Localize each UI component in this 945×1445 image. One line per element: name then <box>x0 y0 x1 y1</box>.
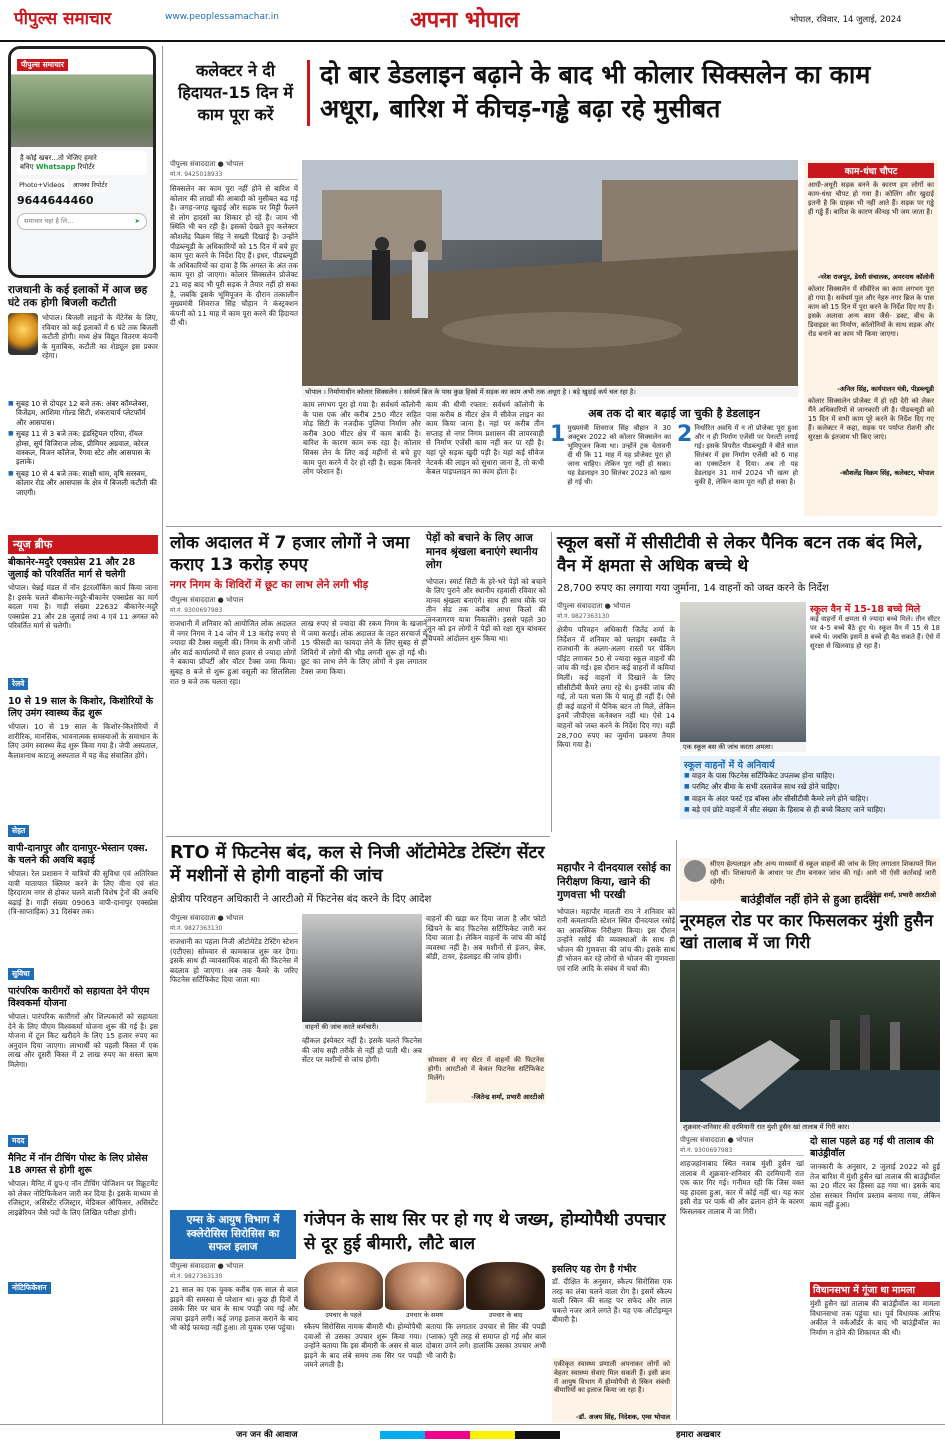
lead-byline: पीपुल्स संवाददाता ● भोपाल मो.नं. 9425018933 <box>170 160 298 180</box>
deadline-body-1: मुख्यमंत्री शिवराज सिंह चौहान ने 30 अक्टूबर 2022 को कोलार सिक्सलेन का भूमिपूजन किया था। उन्होंने ट्रक चेतावनी दी थी कि 11 माह में यह प्रोजेक्ट पूरा हो जाना चाहिए। लेकिन पूरा नहीं हो सका। यह डेडलाइन 30 सितंबर 2023 को खत्म हो गई थी। <box>567 424 671 486</box>
ad-brand: पीपुल्स समाचार <box>17 59 68 71</box>
homeo-col-4 <box>552 1262 672 1423</box>
tag-health: सेहत <box>8 825 29 837</box>
ad-line2: बनिए <box>20 163 34 171</box>
school-body: क्षेत्रीय परिवहन अधिकारी जितेंद्र शर्मा के निर्देशन में शनिवार को फ्लाइंग स्क्वॉड ने राजधानी के अलग-अलग रास्तों पर चेकिंग पॉइंट लगाकर 50 से ज्यादा स्कूल वाहनों की जांच की गई। इस दौरान कई वाहनों में कमियां मिलीं। कई वाहनों में दिखाने के लिए सीसीटीवी कैमरे लगा रहे थे। इनकी जांच की गई, तो पता चला कि ये चालू ही नहीं हैं। ऐसे ही कई वाहनों में पैनिक बटन तो मिले, लेकिन इनमें जीपीएस कनेक्शन नहीं था। ऐसे 14 वाहनों को जब्त करने के निर्देश दिए गए। वहीं 28,700 रुपए का जुर्माना प्रकरण तैयार किया गया है। <box>557 625 675 750</box>
ad-message-input[interactable] <box>17 213 147 230</box>
lead-photo-caption: भोपाल । निर्माणाधीन कोलार सिक्सलेन । सर्वधर्म ब्रिज के पास कुछ हिस्से में सड़क का काम अभी तक अधूरा है । बड़े खुदाई कर्य चल रहा है। <box>302 387 798 397</box>
homeo-why-title: इसलिए यह रोग है गंभीर <box>552 1264 637 1275</box>
school-quote-body: सीएम हेल्पलाइन और अन्य माध्यमों से स्कूल वाहनों की जांच के लिए लगातार शिकायतें मिल रही थीं। शिकायतों के आधार पर टीम बनाकर जांच की गई। आगे भी ऐसी कार्रवाई जारी रहेगी। <box>710 860 936 886</box>
rto-byline: पीपुल्स संवाददाता ● भोपाल मो.नं. 9827363130 <box>170 914 298 934</box>
accident-box-body: जानकारी के अनुसार, 2 जुलाई 2022 को हुई तेज बारिश में मुंशी हुसैन खां तालाब की बाउंड्रीवॉल का 20 मीटर का हिस्सा ढह गया था। इसके बाद ठोस सरकार निर्माण प्रस्ताव बनाया गया, लेकिन काम नहीं हुआ। <box>810 1162 940 1210</box>
quote1-name: -नरेश राजपूत, डेयरी संचालक, अमरनाथ कॉलोनी <box>817 273 934 281</box>
section-divider <box>166 526 942 527</box>
right-quotes-sidebar <box>804 160 938 516</box>
left-column <box>8 284 158 1294</box>
trees-story <box>426 532 546 809</box>
power-body: भोपाल। बिजली लाइनों के मेंटेनेंस के लिए, रविवार को कई इलाकों में 6 घंटे तक बिजली कटौती होगी। मध्य क्षेत्र विद्युत वितरण कंपनी के मुताबिक, कटौती का शेड्यूल इस प्रकार रहेगा। <box>42 313 158 361</box>
rto-quote-body: सोमवार से नए सेंटर में वाहनों की फिटनेस होगी। आरटीओ में केवल फिटनेस सर्टिफिकेट मिलेंगे। <box>428 1056 544 1082</box>
homeo-quote-body: एकीकृत स्वास्थ्य प्रणाली अपनाकर लोगों को बेहतर स्वास्थ्य सेवाएं मिल सकती हैं। इसी क्रम में आयुष विभाग में होम्योपैथी से स्किन संबंधी बीमारियों का इलाज किया जा रहा है। <box>554 1360 670 1395</box>
trees-headline: पेड़ों को बचाने के लिए आज मानव श्रृंखला बनाएंगे स्थानीय लोग <box>426 532 538 571</box>
deadline-number-2: 2 <box>677 422 693 447</box>
must-title: स्कूल वाहनों में ये अनिवार्य <box>684 760 775 771</box>
lokadalat-mobile: मो.नं. 9300697983 <box>170 607 223 614</box>
column-divider <box>676 840 677 1420</box>
brief5-headline: मैनिट में नॉन टीचिंग पोस्ट के लिए प्रोसेस 18 अगस्त से होगी शुरू <box>8 1153 148 1176</box>
homeo-body-2: स्कैल्प सिरोसिस नामक बीमारी थी। होम्योपैथी दवाओं से उसका उपचार शुरू किया गया। उन्होंने बताया कि इस बीमारी के असर से बाल झड़ने के बाद लंबे समय तक सिर पर पपड़ी जमने लगती है। <box>304 1322 422 1370</box>
stage-label: उपचार के बाद <box>488 1311 523 1319</box>
rto-body-1: राजधानी का पहला निजी ऑटोमेटेड टेस्टिंग स्टेशन (एटीएस) सोमवार से कामकाज शुरू कर देगा। इसके साथ ही व्यावसायिक वाहनों की फिटनेस में बदलाव हो जाएगा। अब तक कैमरे के जरिए फिटनेस सर्टिफिकेट दिया जाता था। <box>170 937 298 985</box>
brief4-headline: पारंपरिक कारीगरों को सहायता देने पीएम विश्वकर्मा योजना <box>8 986 150 1009</box>
brief3-body: भोपाल। रेल प्रशासन ने यात्रियों की सुविधा एवं अतिरिक्त यात्री यातायात क्लियर करने के लिए वीना एवं संत हिरदाराम नगर से होकर चलने वाली विशेष ट्रेनों की अवधि बढ़ाई है। गाड़ी संख्या 09063 वापी-दानापुर एक्सप्रेस (त्रि-साप्ताहिक) 31 दिसंबर तक। <box>8 869 158 917</box>
deadline-box <box>550 406 798 516</box>
homeo-mobile: मो.नं. 9827363130 <box>170 1273 223 1280</box>
quote2-body: कोलार सिक्सलेन में सीवीरेज का काम लगभग पूरा हो गया है। सर्वधर्म पुल और नेहरु नगर ब्रिज के पास काम को 15 दिन में पूरा करने के निर्देश दिए गए हैं। इसके अलावा अन्य काम जैसे- डक्ट, बीच के डिवाइडर का निर्माण, कॉलोनियों के साथ सड़क और रोड बनाने का काम भी किया जाएगा। <box>808 285 934 338</box>
rto-col-1 <box>170 914 298 1229</box>
homeo-photos <box>304 1262 546 1319</box>
must-item: ■ परमिट और बीमा के सभी दस्तावेज साथ रखे होने चाहिए। <box>684 782 936 791</box>
homeo-stage <box>304 1262 383 1319</box>
must-list <box>684 771 936 815</box>
accident-byline: पीपुल्स संवाददाता ● भोपाल मो.नं. 9300697983 <box>680 1136 804 1156</box>
rto-photo <box>302 914 422 1022</box>
lead-mobile: मो.नं. 9425018933 <box>170 171 223 178</box>
rto-body-3: वाहनों की खड़ा कर दिया जाता है और फोटो खिंचने के बाद फिटनेस सर्टिफिकेट जारी कर दिया जाता है। लेकिन वाहनों के जांच की कोई व्यवस्था नहीं है। अब मशीनों से इंजन, ब्रेक, बॉडी, टायर, हेडलाइट की जांच होगी। <box>426 914 546 962</box>
homeo-kicker: एम्स के आयुष विभाग में स्क्लेरोसिस सिरोसिस का सफल इलाज <box>170 1210 296 1259</box>
mahapaur-story <box>557 862 675 1197</box>
lead-body-1: सिक्सलेन का काम पूरा नहीं होने से बारिश में कोलार की लाखों की आबादी को मुसीबत बढ़ गई है। जगह-जगह खुदाई और सड़क पर मिट्टी फैलने से लोग हादसों का शिकार हो रहे हैं। जाम भी स्थिति भी बन रही है। इसको देखते हुए कलेक्टर कौशलेंद्र विक्रम सिंह ने सख्ती दिखाई है। उन्होंने पीडब्ल्यूडी के अधिकारियों को 15 दिन में बचे हुए काम पूरा करने के निर्देश दिए हैं। इधर, पीडब्ल्यूडी के अधिकारियों का दावा है कि अगस्त के अंत तक काम पूरा हो जाएगा। कोलार सिक्सलेन प्रोजेक्ट 21 माह बाद भी पूरी सड़क ने तैयार नहीं हो सका है, जबकि इसके भूमिपूजन के दौरान तत्कालीन मुख्यमंत्री शिवराज सिंह चौहान ने कंस्ट्रक्शन कंपनी को 11 माह में काम पूरा करने की हिदायत दी थी। <box>170 184 298 328</box>
accident-story <box>680 892 940 954</box>
school-must-box <box>680 756 940 819</box>
homeo-why-body: डॉ. दीक्षित के अनुसार, स्कैल्प सिरोसिस एक तरह का लंबा चलने वाला रोग है। इसमें स्कैल्प वाली स्किन की सतह पर सफेद और लाल चकत्ते नजर आने लगते हैं। यह एक ऑटोइम्यून बीमारी है। <box>552 1277 672 1325</box>
scalp-after-image <box>466 1262 545 1310</box>
lead-body-2-wrap <box>303 400 421 516</box>
lead-byline-block <box>170 160 298 512</box>
school-photo <box>680 602 806 742</box>
school-mobile: मो.नं. 9827363130 <box>557 613 610 620</box>
accident-photo-caption: शुक्रवार-शनिवार की दरमियानी रात मुंशी हुसैन खां तालाब में गिरी कार। <box>680 1122 940 1132</box>
brief5-body: भोपाल। मैनिट में ग्रुप-ए नॉन टीचिंग पोजिशन पर रिक्रूटमेंट को लेकर नोटिफिकेशन जारी कर दिया है। इसके माध्यम से रजिस्ट्रार, असिस्टेंट रजिस्ट्रार, मेडिकल ऑफिसर, असिस्टेंट लाइब्रेरियन जैसे पदों के लिए लिखित परीक्षा होगी। <box>8 1179 158 1217</box>
avatar <box>684 860 706 882</box>
column-divider <box>162 46 163 1426</box>
homeo-col-2 <box>304 1322 422 1414</box>
lokadalat-story <box>170 532 430 825</box>
mahapaur-headline: महापौर ने दीनदयाल रसोई का निरीक्षण किया, खाने की गुणवत्ता भी परखी <box>557 862 671 901</box>
rto-col-2 <box>302 1036 422 1206</box>
school-story <box>557 532 940 598</box>
brief3-headline: वापी-दानापुर और दानापुर-भेस्तान एक्स. के चलने की अवधि बढ़ाई <box>8 843 148 866</box>
rto-photo-caption: वाहनों की जांच करते कर्मचारी। <box>302 1022 422 1032</box>
homeo-byline: पीपुल्स संवाददाता ● भोपाल मो.नं. 9827363130 <box>170 1262 298 1282</box>
trees-body: भोपाल। स्मार्ट सिटी के हरे-भरे पेड़ों को बचाने के लिए पुराने और स्थानीय रहवासी रविवार को मानव श्रृंखला बनाएंगे। साथ ही साथ मौके पर तीन सेड तक करीब आधा किलो की जनजागरण यात्रा निकालेंगे। इससे पहले 30 जून को इन लोगों ने पेड़ों को रक्षा सूत्र बांधकर चिपको आंदोलन शुरू किया था। <box>426 576 546 644</box>
lokadalat-byline: पीपुल्स संवाददाता ● भोपाल मो.नं. 9300697983 <box>170 596 430 616</box>
bulb-icon <box>8 313 38 355</box>
homeo-quote-name: -डॉ. अजय सिंह, निदेशक, एम्स भोपाल <box>576 1413 670 1421</box>
section-divider <box>166 836 550 837</box>
power-headline: राजधानी के कई इलाकों में आज छह घंटे तक होगी बिजली कटौती <box>8 284 148 309</box>
ad-input-text: समाचार यहां है लि... <box>24 217 74 225</box>
lead-kicker: कलेक्टर ने दी हिदायत-15 दिन में काम पूरा करें <box>170 60 310 126</box>
lokadalat-body-1: राजधानी में शनिवार को आयोजित लोक अदालत में नगर निगम ने 14 जोन में 13 करोड़ रुपए से ज्यादा की टैक्स वसूली की। निगम के सभी जोनों और वार्ड कार्यालयों में सात हजार से ज्यादा लोगों ने बकाया प्रॉपर्टी और वॉटर टैक्स जमा किया। सुबह 8 बजे से शुरू हुआ वसूली का सिलसिला रात 9 बजे तक चलता रहा। <box>170 619 296 686</box>
school-quote-name: -जितेन्द्र शर्मा, प्रभारी आरटीओ <box>863 891 936 899</box>
homeo-quote <box>552 1358 672 1423</box>
footer <box>0 1424 945 1445</box>
quote3-name: -कौशलेंद्र विक्रम सिंह, कलेक्टर, भोपाल <box>839 469 934 477</box>
accident-kicker: बाउंड्रीवॉल नहीं होने से हुआ हादसा <box>740 893 880 906</box>
tag-rail: रेलवे <box>8 678 28 690</box>
brief2-body: भोपाल। 10 से 19 साल के किशोर-किशोरियों में शारीरिक, मानसिक, भावनात्मक समस्याओं के समाधान के लिए उमंग स्वास्थ्य केंद्र शुरू किया गया है। जेपी अस्पताल, कैलाशनाथ काटजू अस्पताल में यह केंद्र संचालित होंगे। <box>8 722 158 760</box>
homeo-body-3: बताया कि लगातार उपचार से सिर की पपड़ी (प्लाक) पूरी तरह से समाप्त हो गई और बाल दोबारा उगने लगे। हालांकि उसका उपचार अभी भी जारी है। <box>426 1322 546 1360</box>
accident-body: शाहजहांनाबाद स्थित नवाब मुंशी हुसैन खां तालाब में शुक्रवार-शनिवार की दरमियानी रात एक कार गिर गई। गनीमत रही कि जिस वक्त यह हादसा हुआ, कार में कोई नहीं था। यह कार इसी रोड पर पार्क थी और ढलान होने के कारण फिसलकर तालाब में जा गिरी। <box>680 1159 804 1216</box>
scalp-before-image <box>304 1262 383 1310</box>
ad-whatsapp: Whatsapp <box>35 163 76 171</box>
brief2-headline: 10 से 19 साल के किशोर, किशोरियों के लिए उमंग स्वास्थ्य केंद्र शुरू <box>8 696 154 719</box>
lead-headline: दो बार डेडलाइन बढ़ाने के बाद भी कोलार सिक्सलेन का काम अधूरा, बारिश में कीचड़-गड्ढे बढ़ा रहे मुसीबत <box>320 60 871 123</box>
lead-body-3-wrap <box>426 400 544 516</box>
quote1-body: आधी-अधूरी सड़क बनने के कारण हम लोगों का काम-धंधा चौपट हो गया है। कोलिंग और खुदाई इतनी है कि ग्राहक भी नहीं आते हैं। सड़क पर गड्ढे ही गड्ढे हैं। बारिश के कारण कीचड़ भी जम जाता है। <box>808 181 934 216</box>
school-byline-wrap <box>557 602 675 853</box>
power-item: ■ सुबह 10 से 4 बजे तक: साक्षी धाम, वृषि सरस्वम, कोलार रोड और आसपास के क्षेत्र में बिजली कटौती की जाएगी। <box>8 469 158 497</box>
footer-left-tagline: जन जन की आवाज <box>236 1430 298 1440</box>
paper-logo: पीपुल्स समाचार <box>14 9 112 29</box>
school-van-box <box>810 602 940 749</box>
must-item: ■ वाहन के पास फिटनेस सर्टिफिकेट उपलब्ध होना चाहिए। <box>684 771 936 780</box>
rto-quote-name: -जितेन्द्र शर्मा, प्रभारी आरटीओ <box>471 1093 544 1101</box>
accident-col-1 <box>680 1136 804 1417</box>
lokadalat-headline: लोक अदालत में 7 हजार लोगों ने जमा कराए 13 करोड़ रुपए <box>170 533 410 575</box>
homeo-col-3 <box>426 1322 546 1414</box>
brief4-body: भोपाल। पारंपरिक कारीगरों और शिल्पकारों को सहायता देने के लिए पीएम विश्वकर्मा योजना शुरू की गई है। इस योजना में टूल किट खरीदने के लिए 15 हजार रुपए का अनुदान दिया जाएगा। लाभार्थी को पहली किस्त में एक लाख और दूसरी किस्त में 2 लाख रुपए का सस्ता ऋण मिलेगा। <box>8 1012 158 1069</box>
must-item: ■ बड़े एवं छोटे वाहनों में सीट संख्या के हिसाब से ही बच्चे बिठाए जाने चाहिए। <box>684 805 936 814</box>
deadline-body-2: निर्धारित अवधि में न तो प्रोजेक्ट पूरा हुआ और न ही निर्माण एजेंसी पर पेनल्टी लगाई गई। इसके विपरीत पीडब्ल्यूडी ने बीते साल सितंबर में इस निर्माण एजेंसी को 6 माह का एक्सटेंशन दे दिया। अब तो यह डेडलाइन 31 मार्च 2024 भी खत्म हो चुकी है, लेकिन काम पूरा नहीं हो सका है। <box>694 424 798 486</box>
column-divider <box>551 532 552 832</box>
ad-reporter-label: आपका रिपोर्टर <box>71 179 110 192</box>
ad-media-label: Photo+Videos <box>17 179 67 192</box>
ad-line1: है कोई खबर...तो भेजिए हमारे <box>20 154 97 162</box>
accident-headline: नूरमहल रोड पर कार फिसलकर मुंशी हुसैन खां तालाब में जा गिरी <box>680 911 934 952</box>
tag-notification: नोटिफिकेशन <box>8 1282 51 1294</box>
school-headline: स्कूल बसों में सीसीटीवी से लेकर पैनिक बटन तक बंद मिले, वैन में क्षमता से अधिक बच्चे थे <box>557 533 924 576</box>
dateline: भोपाल, रविवार, 14 जुलाई, 2024 <box>790 15 902 25</box>
rto-body-2: व्हीकल इंस्पेक्टर नहीं है। इसके चलते फिटनेस की जांच सही तरीके से नहीं हो पाती थी। अब सेंटर पर मशीनों से जांच होगी। <box>302 1036 422 1065</box>
ad-line3: रिपोर्टर <box>77 163 95 171</box>
sidebar-title: काम-धंधा चौपट <box>808 163 934 178</box>
accident-photo <box>680 960 940 1122</box>
tag-help: मदद <box>8 1135 28 1147</box>
homeo-col-1 <box>170 1262 298 1425</box>
homeo-stage <box>385 1262 464 1319</box>
homeo-headline: गंजेपन के साथ सिर पर हो गए थे जख्म, होम्योपैथी उपचार से दूर हुई बीमारी, लौटे बाल <box>304 1210 666 1254</box>
scalp-during-image <box>385 1262 464 1310</box>
section-title: अपना भोपाल <box>410 8 520 33</box>
ad-phone-number[interactable]: 9644644460 <box>17 194 94 207</box>
must-item: ■ वाहन के अंदर फर्स्ट एड बॉक्स और सीसीटीवी कैमरे लगे होने चाहिए। <box>684 794 936 803</box>
rto-col-3 <box>426 914 546 1103</box>
school-photo-caption: एक स्कूल बस की जांच करता अमला। <box>680 742 806 752</box>
school-byline: पीपुल्स संवाददाता ● भोपाल मो.नं. 9827363130 <box>557 602 675 622</box>
accident-col-2 <box>810 1136 940 1405</box>
tag-facility: सुविधा <box>8 968 34 980</box>
lokadalat-subhead: नगर निगम के शिविरों में छूट का लाभ लेने लगी भीड़ <box>170 579 369 591</box>
quote3-body: कोलार सिक्सलेन प्रोजेक्ट में हो रही देरी को लेकर मैंने अधिकारियों से जानकारी ली है। पीडब्ल्यूडी को 15 दिन में सभी काम पूरे करने के निर्देश दिए गए हैं। कलेक्टर ने कहा, सड़क पर पर्याप्त रोशनी और सुरक्षा के इंतजाम भी किए जाएं। <box>808 397 934 441</box>
accident-box-title: दो साल पहले ढह गई थी तालाब की बाउंड्रीवॉल <box>810 1136 934 1159</box>
rto-story <box>170 842 545 909</box>
road-scene-image <box>302 160 798 386</box>
car-in-lake-image <box>680 960 940 1122</box>
accident-box2-title: विधानसभा में गूंजा था मामला <box>810 1282 940 1297</box>
masthead <box>0 0 945 42</box>
accident-box2-body: मुंशी हुसैन खां तालाब की बाउंड्रीवॉल का मामला विधानसभा तक पहुंचा था। पूर्व विधायक आरिफ अकील ने वर्कऑर्डर के बाद भी बाउंड्रीवॉल का निर्माण न होने की शिकायत की थी। <box>810 1299 940 1337</box>
power-schedule <box>8 399 158 531</box>
stage-label: उपचार के पहले <box>325 1311 362 1319</box>
lead-body-2: काम लगभग पूरा हो गया है। सर्वधर्म कॉलोनी के पास एक और करीब 250 मीटर सहित मोड़ सिटी के नजदीक पुलिया निर्माण और करीब 300 मीटर क्षेत्र में काम बाकी है। बारिश के कारण काम रुक रहा है। कोलार सिक्स लेन के लिए कई महीनों से बचे हुए काम पूरा करने में देर हो रही है। सड़क किनारे लोग परेशान हैं। <box>303 400 421 477</box>
color-registration-bar <box>380 1431 560 1439</box>
lokadalat-body-2: लाख रुपए से ज्यादा की रकम निगम के खजाने में जमा कराई। लोक अदालत के तहत सरचार्ज में 15 फीसदी का फायदा लेने के लिए सुबह से ही शिविरों में लोगों की भीड़ लगनी शुरू हो गई थी। छूट का लाभ लेने के लिए लोगों ने इस लगातार टैक्स जमा किया। <box>301 619 427 676</box>
power-item: ■ सुबह 10 से दोपहर 12 बजे तक: अंबर कॉम्प्लेक्स, विजेंद्रम, आशिमा गोल्ड सिटी, शंकराचार्य प्लेटफॉर्म और आसपास। <box>8 399 158 427</box>
rto-subhead: क्षेत्रीय परिवहन अधिकारी ने आरटीओ में फिटनेस बंद करने के दिए आदेश <box>170 894 432 905</box>
rto-mobile: मो.नं. 9827363130 <box>170 925 223 932</box>
quote2-name: -अनिल सिंह, कार्यपालन यंत्री, पीडब्ल्यूडी <box>837 385 934 393</box>
ad-photo <box>11 75 153 147</box>
school-subhead: 28,700 रुपए का लगाया गया जुर्माना, 14 वाहनों को जब्त करने के निर्देश <box>557 583 829 594</box>
lead-photo <box>302 160 798 386</box>
brief1-body: भोपाल। चेन्नई मंडल में नॉन इंटरलॉकिंग कार्य किया जाना है। इसके चलते बीकानेर-मदुरै-बीकानेर एक्सप्रेस का मार्ग बदला गया है। गाड़ी संख्या 22632 बीकानेर-मदुरै एक्सप्रेस 21 और 28 जुलाई तथा 4 एवं 11 अगस्त को परिवर्तित मार्ग से चलेगी। <box>8 583 158 631</box>
homeo-body-1: 21 साल का एक युवक करीब एक साल से बाल झड़ने की समस्या से परेशान था। कुछ ही दिनों में उसके सिर पर घाव के साथ पपड़ी जम गई और त्वचा झड़ने लगी। कई जगह इलाज कराने के बाद भी कोई फायदा नहीं हुआ। तो युवक एम्स पहुंचा। <box>170 1285 298 1333</box>
rto-headline: RTO में फिटनेस बंद, कल से निजी ऑटोमेटेड टेस्टिंग सेंटर में मशीनों से होगी वाहनों की जांच <box>170 843 545 886</box>
stage-label: उपचार के समय <box>406 1311 443 1319</box>
homeo-stage <box>466 1262 545 1319</box>
deadline-number-1: 1 <box>550 422 566 447</box>
news-brief-label: न्यूज ब्रीफ <box>8 535 158 554</box>
accident-mobile: मो.नं. 9300697983 <box>680 1147 733 1154</box>
power-item: ■ सुबह 11 से 3 बजे तक: इंडस्ट्रियल एरिया, रॉयल होम्स, सूर्य विजिराज लोक, प्रीमियर अग्रवाल, कोरल वास्कल, विजन कॉलेज, रैंगवा स्टेट और आसपास के इलाके। <box>8 429 158 467</box>
deadline-title: अब तक दो बार बढ़ाई जा चुकी है डेडलाइन <box>588 407 760 420</box>
rto-quote <box>426 1054 546 1103</box>
brief1-headline: बीकानेर-मदुरै एक्सप्रेस 21 और 28 जुलाई को परिवर्तित मार्ग से चलेगी <box>8 557 136 580</box>
mahapaur-body: भोपाल। महापौर मालती राय ने शनिवार को रानी कमलापति स्टेशन स्थित दीनदयाल रसोई का आकस्मिक निरीक्षण किया। इस दौरान उन्होंने रसोई की व्यवस्थाओं के साथ ही भोजन की गुणवत्ता की जांच की। इसके साथ ही भोजन कर रहे लोगों से भोजन की गुणवत्ता एवं राशि आदि के संबंध में चर्चा की। <box>557 906 675 974</box>
van-title: स्कूल वैन में 15-18 बच्चे मिले <box>810 604 921 615</box>
lead-body-3: काम की धीमी रफ्तार: सर्वधर्म कॉलोनी के पास करीब 8 मीटर क्षेत्र में सीवेज लाइन का काम किया जाना है। नहां पर करीब तीन सप्ताह से नगर निगम प्रशासन की लापरवाही से निर्माण एजेंसी काम नहीं कर पा रही है। यहां पूरे सड़क खुदी पड़ी है। यहां कई सीवेज नेटवर्क की लाइन को सुधारा जाना है, तो कभी केबल पाइपलाइन का काम होता है। <box>426 400 544 477</box>
whatsapp-ad <box>8 46 156 278</box>
footer-right-tagline: हमारा अखबार <box>676 1430 721 1440</box>
send-icon[interactable]: ➤ <box>134 217 140 225</box>
van-body: कई वाहनों में क्षमता से ज्यादा बच्चे मिले। तीन सीटर पर 4-5 बच्चे बैठे हुए थे। स्कूल वैन में 15 से 18 बच्चे थे। जबकि इसमें 8 बच्चे ही बैठ सकते हैं। ऐसे में सुरक्षा से खिलवाड़ हो रहा है। <box>810 615 940 650</box>
website-url[interactable]: www.peoplessamachar.in <box>165 12 279 22</box>
